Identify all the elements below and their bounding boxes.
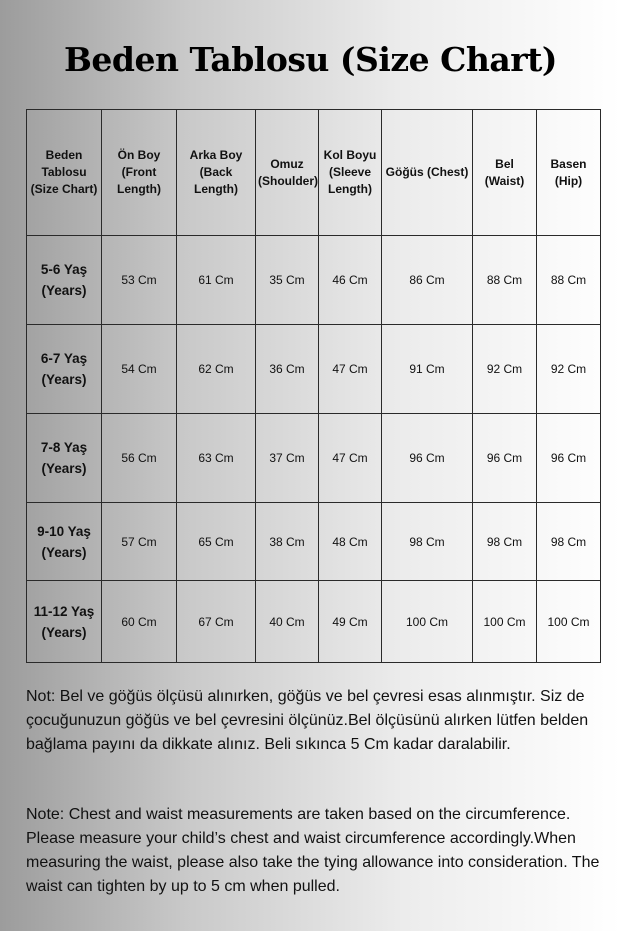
table-cell: 53 Cm [102, 236, 177, 325]
table-cell: 88 Cm [473, 236, 537, 325]
table-cell: 57 Cm [102, 503, 177, 581]
note-turkish: Not: Bel ve göğüs ölçüsü alınırken, göğüs ve bel çevresi esas alınmıştır. Siz de çocuğunuzun göğüs ve bel çevresini ölçünüz.Bel ölçüsünü alırken lütfen belden bağlama payını da dikkate alınız. Beli sıkınca 5 Cm kadar daralabilir. [26, 688, 589, 753]
table-cell: 37 Cm [256, 414, 319, 503]
table-cell: 40 Cm [256, 581, 319, 663]
row-size-label: 5-6 Yaş (Years) [27, 236, 102, 325]
table-cell: 63 Cm [177, 414, 256, 503]
table-cell: 49 Cm [319, 581, 382, 663]
table-cell: 48 Cm [319, 503, 382, 581]
header-chest: Göğüs (Chest) [382, 110, 473, 236]
table-cell: 35 Cm [256, 236, 319, 325]
table-cell: 38 Cm [256, 503, 319, 581]
header-back-length: Arka Boy (Back Length) [177, 110, 256, 236]
table-cell: 100 Cm [473, 581, 537, 663]
table-cell: 67 Cm [177, 581, 256, 663]
table-row [27, 236, 601, 325]
table-cell: 54 Cm [102, 325, 177, 414]
table-cell: 92 Cm [537, 325, 601, 414]
table-cell: 88 Cm [537, 236, 601, 325]
table-cell: 96 Cm [473, 414, 537, 503]
row-size-label: 9-10 Yaş (Years) [27, 503, 102, 581]
header-waist: Bel (Waist) [473, 110, 537, 236]
table-cell: 61 Cm [177, 236, 256, 325]
table-row [27, 414, 601, 503]
note-english: Note: Chest and waist measurements are taken based on the circumference. Please measure your child’s chest and waist circumference accordingly.When measuring the waist, please also take the tying allowance into consideration. The waist can tighten by up to 5 cm when pulled. [26, 806, 600, 895]
header-size: Beden Tablosu (Size Chart) [27, 110, 102, 236]
table-cell: 60 Cm [102, 581, 177, 663]
header-hip: Basen (Hip) [537, 110, 601, 236]
table-cell: 91 Cm [382, 325, 473, 414]
row-size-label: 7-8 Yaş (Years) [27, 414, 102, 503]
table-cell: 98 Cm [537, 503, 601, 581]
table-cell: 86 Cm [382, 236, 473, 325]
table-row [27, 581, 601, 663]
table-cell: 56 Cm [102, 414, 177, 503]
table-cell: 100 Cm [382, 581, 473, 663]
size-chart-table [26, 109, 601, 663]
table-cell: 92 Cm [473, 325, 537, 414]
row-size-label: 6-7 Yaş (Years) [27, 325, 102, 414]
table-cell: 47 Cm [319, 325, 382, 414]
header-front-length: Ön Boy (Front Length) [102, 110, 177, 236]
table-row [27, 325, 601, 414]
table-cell: 96 Cm [382, 414, 473, 503]
page-title: Beden Tablosu (Size Chart) [64, 40, 557, 79]
header-sleeve-length: Kol Boyu (Sleeve Length) [319, 110, 382, 236]
table-cell: 98 Cm [382, 503, 473, 581]
table-cell: 96 Cm [537, 414, 601, 503]
table-cell: 98 Cm [473, 503, 537, 581]
table-row [27, 503, 601, 581]
table-cell: 36 Cm [256, 325, 319, 414]
table-cell: 65 Cm [177, 503, 256, 581]
table-cell: 46 Cm [319, 236, 382, 325]
table-cell: 100 Cm [537, 581, 601, 663]
table-cell: 47 Cm [319, 414, 382, 503]
row-size-label: 11-12 Yaş (Years) [27, 581, 102, 663]
header-shoulder: Omuz (Shoulder) [256, 110, 319, 236]
header-row [27, 110, 601, 236]
table-cell: 62 Cm [177, 325, 256, 414]
